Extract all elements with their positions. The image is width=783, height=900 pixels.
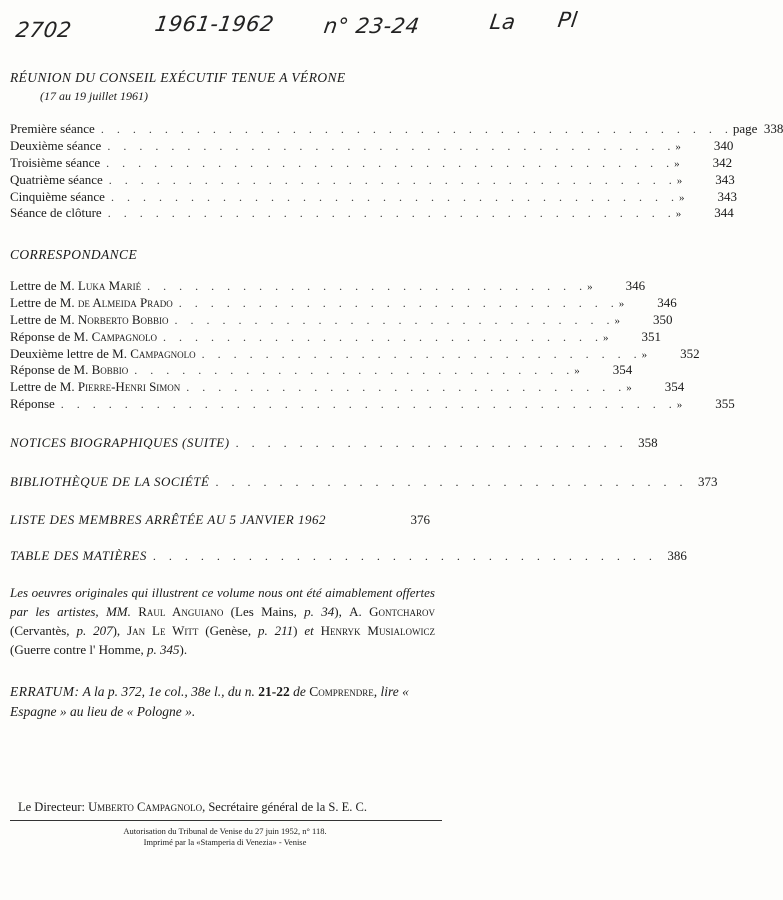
reunion-dates: (17 au 19 juillet 1961) xyxy=(40,89,148,103)
toc-row: Réponse . . . . . . . . . . . . . . . . . . . . . . . . . . . . . . . . . . . . . . . » 355 xyxy=(10,396,735,412)
director-line: Le Directeur: Umberto Campagnolo, Secrétaire général de la S. E. C. xyxy=(18,800,367,814)
toc-page: 350 xyxy=(653,311,673,327)
toc-page: 354 xyxy=(664,379,685,395)
toc-label: Cinquième séance xyxy=(10,188,105,204)
toc-label: Séance de clôture xyxy=(10,205,102,221)
toc-label: Lettre de M. xyxy=(10,311,78,327)
toc-page: 344 xyxy=(714,205,734,221)
toc-liste xyxy=(10,512,430,528)
toc-row: Cinquième séance . . . . . . . . . . . . . . . . . . . . . . . . . . . . . . . . . . . . » 343 xyxy=(10,188,737,204)
toc-row: Lettre de M. Pierre-Henri Simon . . . . . . . . . . . . . . . . . . . . . . . . . . . . » 354 xyxy=(10,379,685,395)
toc-mark: » xyxy=(676,399,683,412)
erratum: ERRATUM: A la p. 372, 1e col., 38e l., du n. 21-22 de Comprendre, lire « Espagne » au lieu de « Pologne ». xyxy=(10,684,409,719)
correspondance-entries xyxy=(10,278,735,413)
liste-page: 376 xyxy=(410,512,430,527)
toc-row: Première séance . . . . . . . . . . . . . . . . . . . . . . . . . . . . . . . . . . . . . . . . page 338 xyxy=(10,121,783,136)
toc-page: 351 xyxy=(641,328,661,344)
toc-page: 343 xyxy=(717,188,737,204)
toc-name: Campagnolo xyxy=(91,328,157,344)
artist-name: Jan Le Witt xyxy=(127,623,199,638)
toc-label: Réponse xyxy=(10,396,55,412)
toc-page: 355 xyxy=(715,396,735,412)
toc-row: Quatrième séance . . . . . . . . . . . . . . . . . . . . . . . . . . . . . . . . . . . . » 343 xyxy=(10,171,735,187)
toc-name: Bobbio xyxy=(91,362,129,378)
handwritten-issue: n° 23-24 xyxy=(322,14,422,38)
toc-mark: » xyxy=(674,157,680,170)
toc-page: 340 xyxy=(713,137,734,153)
toc-label: Quatrième séance xyxy=(10,171,103,187)
toc-mark: page xyxy=(732,121,758,136)
toc-mark: » xyxy=(676,174,683,187)
table-page: 386 xyxy=(667,548,687,563)
toc-mark: » xyxy=(602,331,609,344)
bibliotheque-label: BIBLIOTHÈQUE DE LA SOCIÉTÉ xyxy=(10,474,210,489)
toc-row: Séance de clôture . . . . . . . . . . . . . . . . . . . . . . . . . . . . . . . . . . . . » 344 xyxy=(10,205,734,221)
handwritten-number: 2702 xyxy=(14,18,74,42)
handwritten-pl: Pl xyxy=(556,8,580,32)
toc-name: Norberto Bobbio xyxy=(77,311,169,327)
table-label: TABLE DES MATIÈRES xyxy=(10,548,147,563)
toc-row: Réponse de M. Bobbio . . . . . . . . . . . . . . . . . . . . . . . . . . . . » 354 xyxy=(10,362,633,378)
director-name: Umberto Campagnolo xyxy=(88,800,203,814)
artist-name: Raul Anguiano xyxy=(138,604,224,619)
toc-row: Lettre de M. Norberto Bobbio . . . . . . . . . . . . . . . . . . . . . . . . . . . . » 350 xyxy=(10,311,673,327)
correspondance-title: CORRESPONDANCE xyxy=(10,247,138,262)
toc-page: 346 xyxy=(625,278,646,293)
toc-label: Lettre de M. xyxy=(10,278,78,293)
toc-mark: » xyxy=(641,348,648,361)
reunion-title: RÉUNION DU CONSEIL EXÉCUTIF TENUE A VÉRONE xyxy=(10,70,346,85)
toc-mark: » xyxy=(618,297,625,310)
toc-name: Luka Marié xyxy=(77,278,142,293)
toc-mark: » xyxy=(614,314,620,327)
artist-name: Henryk Musialowicz xyxy=(320,623,435,638)
toc-page: 354 xyxy=(612,362,633,378)
toc-label: Lettre de M. xyxy=(10,294,78,310)
toc-page: 352 xyxy=(680,345,700,361)
toc-name: Pierre-Henri Simon xyxy=(77,379,181,395)
toc-mark: » xyxy=(678,191,685,204)
footer-printer: Imprimé par la «Stamperia di Venezia» - Venise xyxy=(143,837,307,847)
toc-label: Réponse de M. xyxy=(10,362,92,378)
toc-name: Campagnolo xyxy=(130,345,196,361)
toc-label: Réponse de M. xyxy=(10,328,92,344)
toc-row: Deuxième lettre de M. Campagnolo . . . . . . . . . . . . . . . . . . . . . . . . . . . . » 352 xyxy=(10,345,700,361)
toc-label: Première séance xyxy=(10,121,95,136)
toc-mark: » xyxy=(675,208,682,221)
toc-page: 338 xyxy=(763,121,783,136)
credits-paragraph: Les oeuvres originales qui illustrent ce volume nous ont été aimablement offertes par les artistes, MM. Raul Anguiano (Les Mains, p. 34), A. Gontcharov (Cervantès, p. 207), Jan Le Witt (Genèse, p. 211) et Henryk Musialowicz (Guerre contre l' Homme, p. 345). xyxy=(10,585,435,657)
toc-mark: » xyxy=(626,382,632,395)
toc-label: Lettre de M. xyxy=(10,379,78,395)
footer-rule xyxy=(10,820,442,821)
toc-name: de Almeida Prado xyxy=(77,294,173,310)
toc-label: Troisième séance xyxy=(10,154,101,170)
toc-row: Lettre de M. Luka Marié . . . . . . . . . . . . . . . . . . . . . . . . . . . . » 346 xyxy=(10,278,646,293)
footer-authorization: Autorisation du Tribunal de Venise du 27 juin 1952, n° 118. xyxy=(123,826,327,836)
notices-label: NOTICES BIOGRAPHIQUES (SUITE) xyxy=(10,435,230,450)
artist-name: A. Gontcharov xyxy=(349,604,435,619)
toc-mark: » xyxy=(675,140,681,153)
toc-mark: » xyxy=(587,281,593,293)
liste-label: LISTE DES MEMBRES ARRÊTÉE AU 5 JANVIER 1962 xyxy=(10,512,326,527)
toc-page: 342 xyxy=(712,154,733,170)
toc-row: Troisième séance . . . . . . . . . . . . . . . . . . . . . . . . . . . . . . . . . . . . » 342 xyxy=(10,154,733,170)
toc-mark: » xyxy=(574,365,580,378)
handwritten-la: La xyxy=(488,10,518,34)
notices-page: 358 xyxy=(638,435,658,450)
toc-row: Deuxième séance . . . . . . . . . . . . . . . . . . . . . . . . . . . . . . . . . . . . » 340 xyxy=(10,137,734,153)
toc-label: Deuxième séance xyxy=(10,137,102,153)
toc-row: Lettre de M. de Almeida Prado . . . . . . . . . . . . . . . . . . . . . . . . . . . . » 346 xyxy=(10,294,677,310)
reunion-entries xyxy=(10,121,783,222)
toc-page: 343 xyxy=(715,171,735,187)
toc-page: 346 xyxy=(657,294,677,310)
toc-bibliotheque: BIBLIOTHÈQUE DE LA SOCIÉTÉ . . . . . . . . . . . . . . . . . . . . . . . . . . . . . . 373 xyxy=(10,474,718,489)
erratum-head: ERRATUM: xyxy=(10,684,80,699)
toc-table: TABLE DES MATIÈRES . . . . . . . . . . . . . . . . . . . . . . . . . . . . . . . . 386 xyxy=(10,548,687,563)
handwritten-years: 1961-1962 xyxy=(153,12,276,36)
toc-notices: NOTICES BIOGRAPHIQUES (SUITE) . . . . . . . . . . . . . . . . . . . . . . . . . 358 xyxy=(10,435,658,450)
toc-label: Deuxième lettre de M. xyxy=(10,345,131,361)
bibliotheque-page: 373 xyxy=(697,474,718,489)
toc-row: Réponse de M. Campagnolo . . . . . . . . . . . . . . . . . . . . . . . . . . . . » 351 xyxy=(10,328,661,344)
